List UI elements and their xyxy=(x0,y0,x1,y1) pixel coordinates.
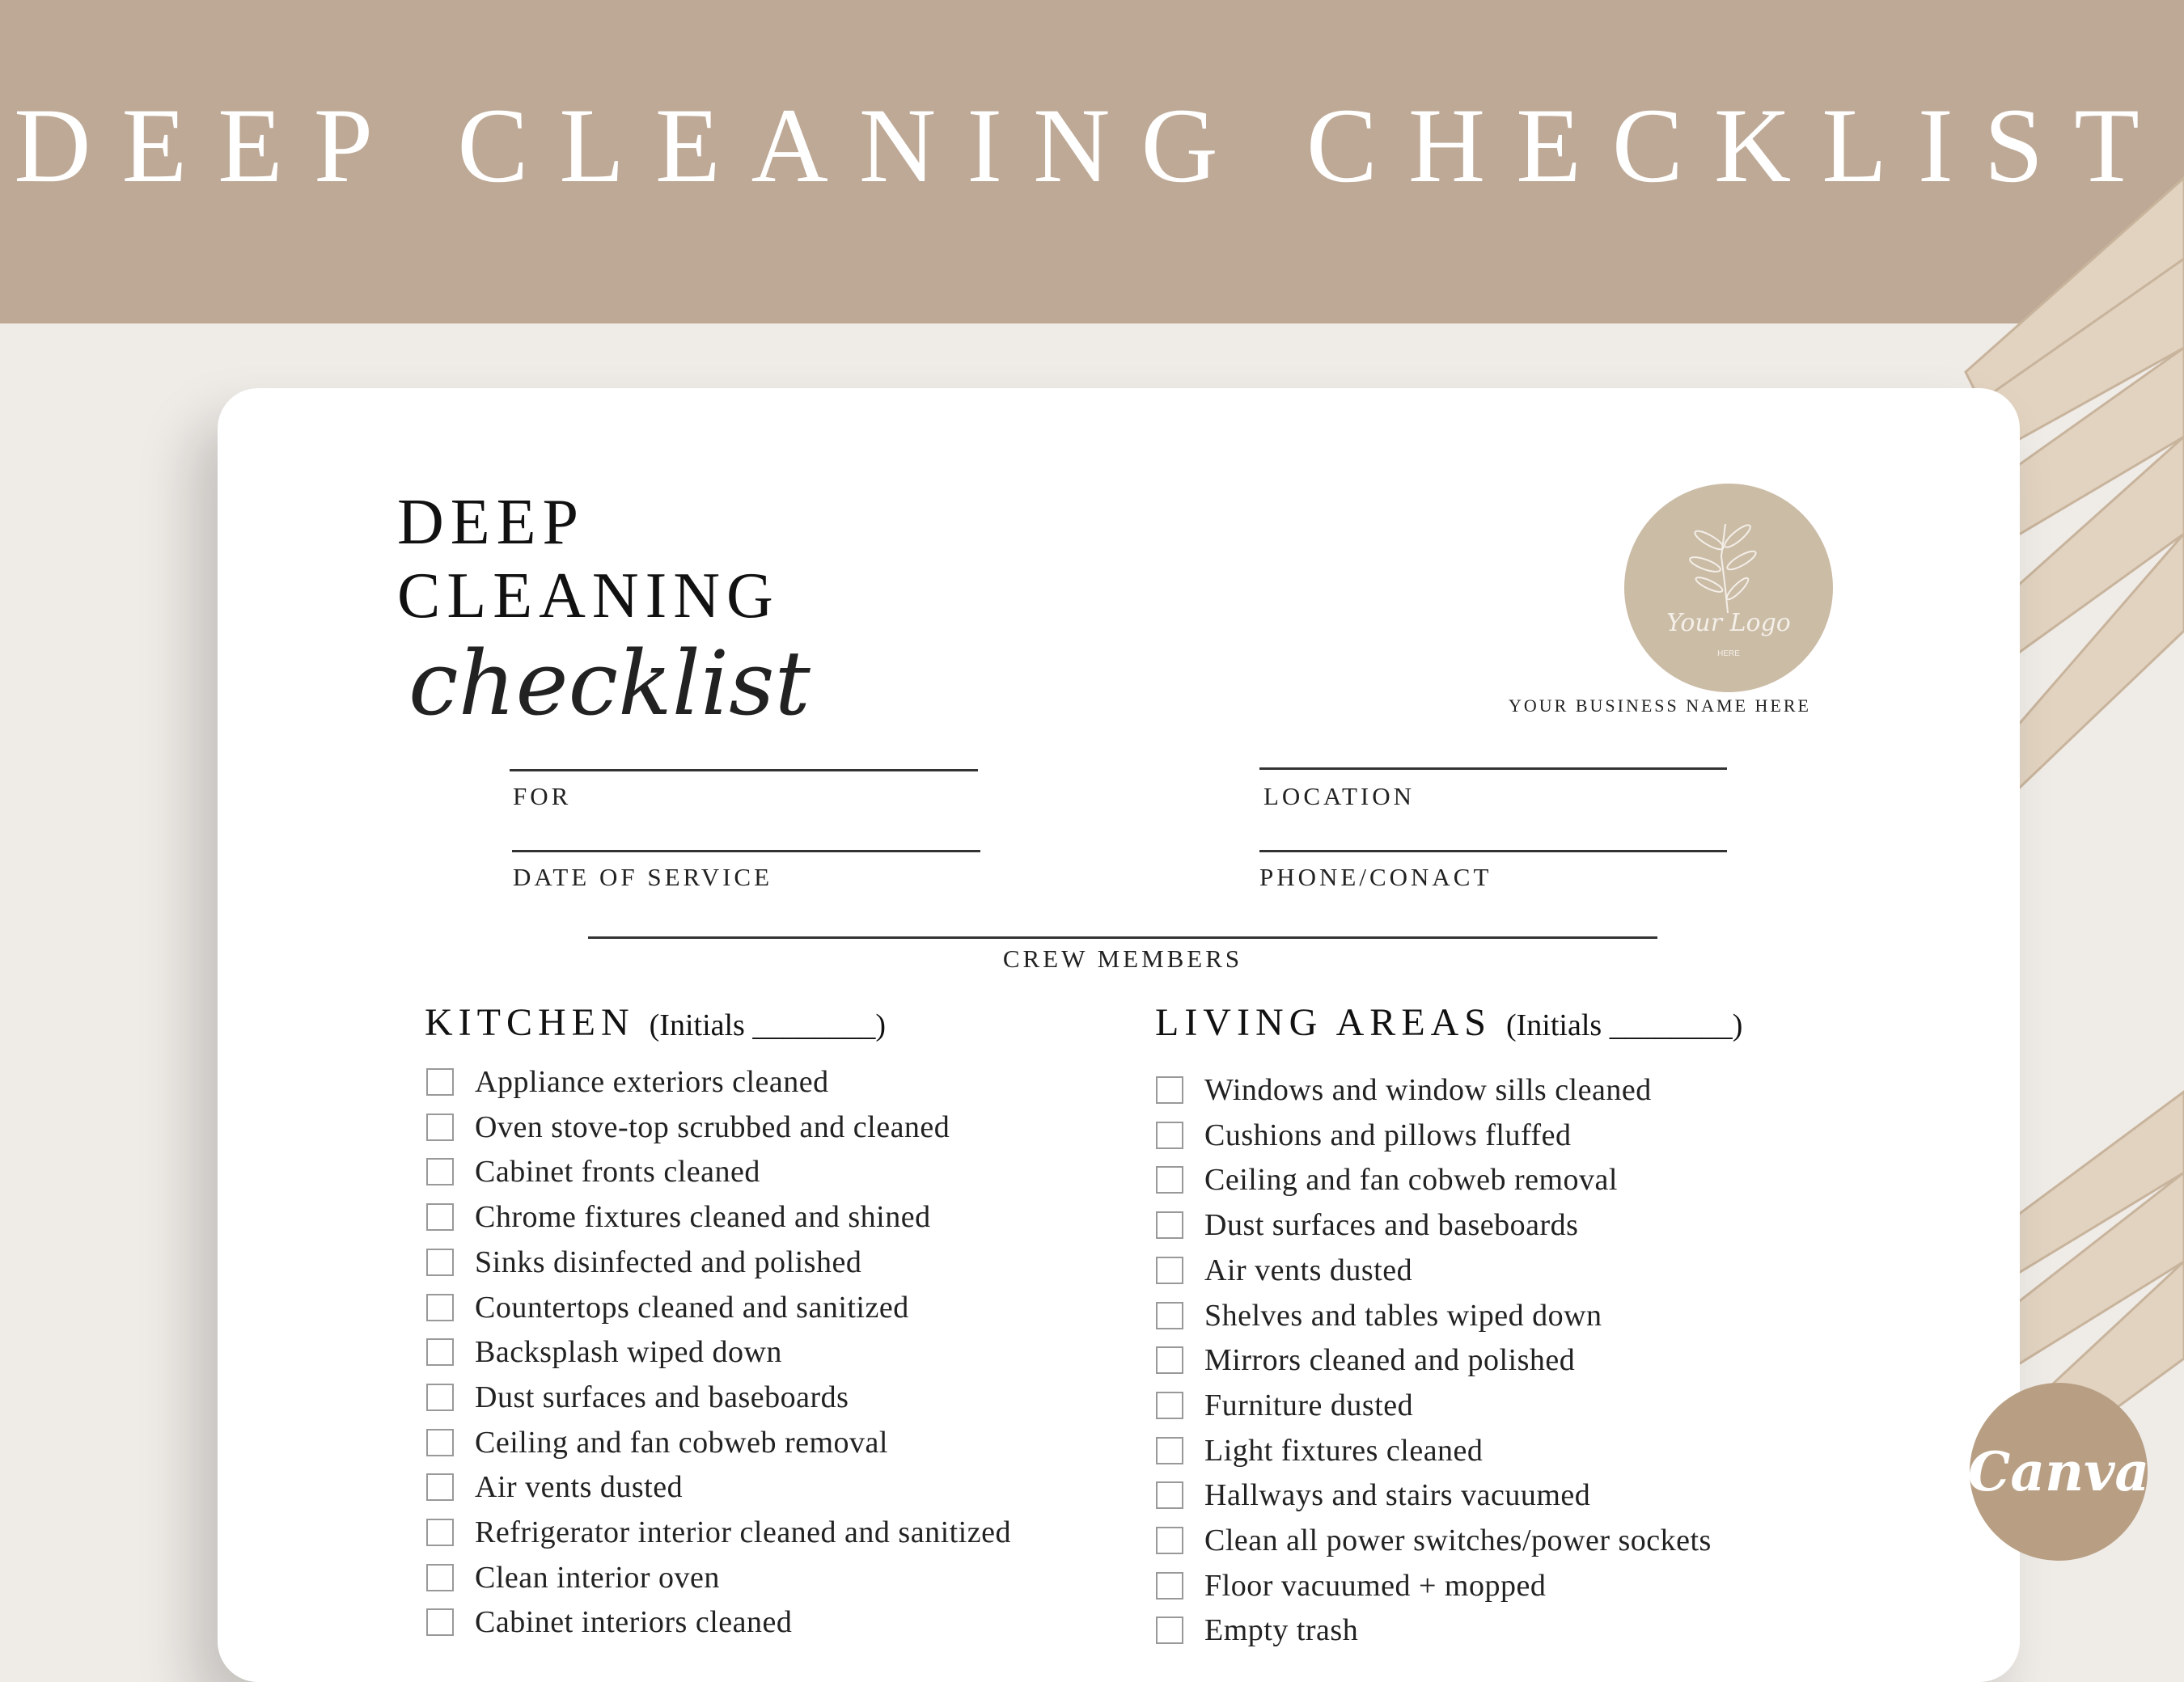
checkbox[interactable] xyxy=(1156,1211,1183,1239)
checkbox[interactable] xyxy=(1156,1257,1183,1284)
date-field-line[interactable] xyxy=(512,850,980,852)
checkbox[interactable] xyxy=(426,1158,454,1185)
crew-field-line[interactable] xyxy=(588,936,1657,939)
checklist-item-label: Cushions and pillows fluffed xyxy=(1204,1118,1572,1152)
checklist-item-label: Air vents dusted xyxy=(1204,1253,1413,1287)
checklist-item-label: Refrigerator interior cleaned and sanitized xyxy=(475,1515,1011,1549)
checklist-item[interactable] xyxy=(1156,1295,1602,1336)
checklist-item-label: Sinks disinfected and polished xyxy=(475,1245,862,1279)
checklist-item[interactable] xyxy=(426,1512,1011,1553)
date-label: DATE OF SERVICE xyxy=(513,863,773,891)
checkbox[interactable] xyxy=(1156,1392,1183,1419)
checklist-item-label: Empty trash xyxy=(1204,1613,1359,1648)
checklist-item[interactable] xyxy=(1156,1250,1412,1291)
checklist-item-label: Dust surfaces and baseboards xyxy=(1204,1208,1579,1243)
business-name: YOUR BUSINESS NAME HERE xyxy=(1509,695,1811,716)
checkbox[interactable] xyxy=(1156,1437,1183,1464)
checklist-item[interactable] xyxy=(1156,1115,1571,1156)
checklist-item-label: Cabinet interiors cleaned xyxy=(475,1605,793,1640)
checkbox[interactable] xyxy=(426,1608,454,1636)
checklist-item-label: Light fixtures cleaned xyxy=(1204,1433,1484,1468)
checkbox[interactable] xyxy=(1156,1616,1183,1644)
checklist-item-label: Chrome fixtures cleaned and shined xyxy=(475,1200,931,1235)
for-field-line[interactable] xyxy=(510,769,978,771)
checkbox[interactable] xyxy=(1156,1302,1183,1329)
checklist-item-label: Dust surfaces and baseboards xyxy=(475,1380,849,1414)
checklist-item-label: Countertops cleaned and sanitized xyxy=(475,1290,909,1325)
kitchen-heading xyxy=(425,1000,886,1045)
checklist-item[interactable] xyxy=(1156,1610,1358,1650)
living-heading xyxy=(1155,1000,1742,1045)
checkbox[interactable] xyxy=(1156,1527,1183,1554)
location-field-line[interactable] xyxy=(1259,767,1727,770)
canva-label: Canva xyxy=(1967,1440,2150,1503)
checkbox[interactable] xyxy=(426,1519,454,1546)
checklist-item[interactable] xyxy=(1156,1205,1578,1245)
checkbox[interactable] xyxy=(1156,1076,1183,1104)
checklist-item-label: Windows and window sills cleaned xyxy=(1204,1073,1652,1107)
checklist-item[interactable] xyxy=(426,1062,829,1102)
checkbox[interactable] xyxy=(1156,1481,1183,1509)
checkbox[interactable] xyxy=(426,1473,454,1501)
checklist-item[interactable] xyxy=(1156,1566,1546,1606)
checklist-item-label: Oven stove-top scrubbed and cleaned xyxy=(475,1109,950,1144)
banner-title: DEEP CLEANING CHECKLIST xyxy=(14,86,2170,205)
checklist-item-label: Air vents dusted xyxy=(475,1470,684,1505)
canva-badge xyxy=(1967,1383,2150,1561)
checklist-item[interactable] xyxy=(426,1152,760,1192)
sheet-title-script: checklist xyxy=(408,632,811,735)
checklist-item[interactable] xyxy=(426,1557,720,1598)
checklist-item[interactable] xyxy=(426,1242,861,1283)
crew-label: CREW MEMBERS xyxy=(1002,945,1243,973)
checklist-item-label: Ceiling and fan cobweb removal xyxy=(1204,1163,1618,1198)
checklist-item-label: Mirrors cleaned and polished xyxy=(1204,1343,1576,1378)
checkbox[interactable] xyxy=(426,1249,454,1276)
checkbox[interactable] xyxy=(426,1203,454,1231)
checklist-item-label: Ceiling and fan cobweb removal xyxy=(475,1425,888,1460)
for-label: FOR xyxy=(513,782,572,810)
checklist-item-label: Clean all power switches/power sockets xyxy=(1204,1524,1712,1557)
checkbox[interactable] xyxy=(1156,1346,1183,1374)
checklist-item[interactable] xyxy=(426,1422,888,1463)
checklist-item[interactable] xyxy=(1156,1475,1590,1515)
sheet-title-line2: CLEANING xyxy=(397,560,780,632)
checklist-item-label: Appliance exteriors cleaned xyxy=(475,1065,829,1099)
checklist-item[interactable] xyxy=(426,1467,683,1507)
checkbox[interactable] xyxy=(1156,1122,1183,1149)
checkbox[interactable] xyxy=(426,1114,454,1141)
checkbox[interactable] xyxy=(426,1338,454,1366)
checklist-item[interactable] xyxy=(1156,1520,1712,1561)
checkbox[interactable] xyxy=(426,1294,454,1321)
phone-field-line[interactable] xyxy=(1259,850,1727,852)
checklist-item[interactable] xyxy=(1156,1340,1575,1380)
checklist-item[interactable] xyxy=(1156,1160,1618,1200)
living-initials: (Initials ________) xyxy=(1506,1008,1743,1042)
checkbox[interactable] xyxy=(426,1384,454,1411)
sheet-title-line1: DEEP xyxy=(397,487,585,558)
checklist-item-label: Furniture dusted xyxy=(1204,1388,1414,1422)
checkbox[interactable] xyxy=(1156,1572,1183,1600)
checklist-item[interactable] xyxy=(426,1377,849,1418)
checkbox[interactable] xyxy=(426,1068,454,1096)
checklist-item-label: Hallways and stairs vacuumed xyxy=(1204,1478,1591,1513)
checklist-item-label: Shelves and tables wiped down xyxy=(1204,1298,1602,1333)
checklist-item[interactable] xyxy=(426,1332,782,1372)
kitchen-initials: (Initials ________) xyxy=(649,1008,886,1042)
location-label: LOCATION xyxy=(1263,782,1415,810)
phone-label: PHONE/CONACT xyxy=(1259,863,1492,891)
checklist-item-label: Floor vacuumed + mopped xyxy=(1204,1568,1547,1603)
checklist-item[interactable] xyxy=(1156,1070,1652,1110)
checkbox[interactable] xyxy=(426,1429,454,1456)
leaf-sprig-icon xyxy=(1624,484,1833,692)
checklist-item-label: Clean interior oven xyxy=(475,1560,720,1595)
living-title: LIVING AREAS xyxy=(1155,1001,1492,1044)
checklist-item[interactable] xyxy=(1156,1385,1413,1426)
checklist-item[interactable] xyxy=(426,1287,909,1328)
kitchen-title: KITCHEN xyxy=(425,1001,635,1044)
logo-subtext: HERE xyxy=(1717,649,1740,658)
checklist-item-label: Cabinet fronts cleaned xyxy=(475,1155,760,1190)
checkbox[interactable] xyxy=(426,1564,454,1591)
checkbox[interactable] xyxy=(1156,1166,1183,1194)
checklist-item[interactable] xyxy=(426,1197,931,1237)
logo-text: Your Logo xyxy=(1666,609,1791,637)
header-banner xyxy=(0,0,2184,323)
checklist-item[interactable] xyxy=(1156,1431,1483,1471)
checklist-item-label: Backsplash wiped down xyxy=(475,1335,782,1370)
checklist-item[interactable] xyxy=(426,1107,950,1147)
logo-placeholder xyxy=(1624,484,1833,692)
checklist-item[interactable] xyxy=(426,1602,792,1642)
